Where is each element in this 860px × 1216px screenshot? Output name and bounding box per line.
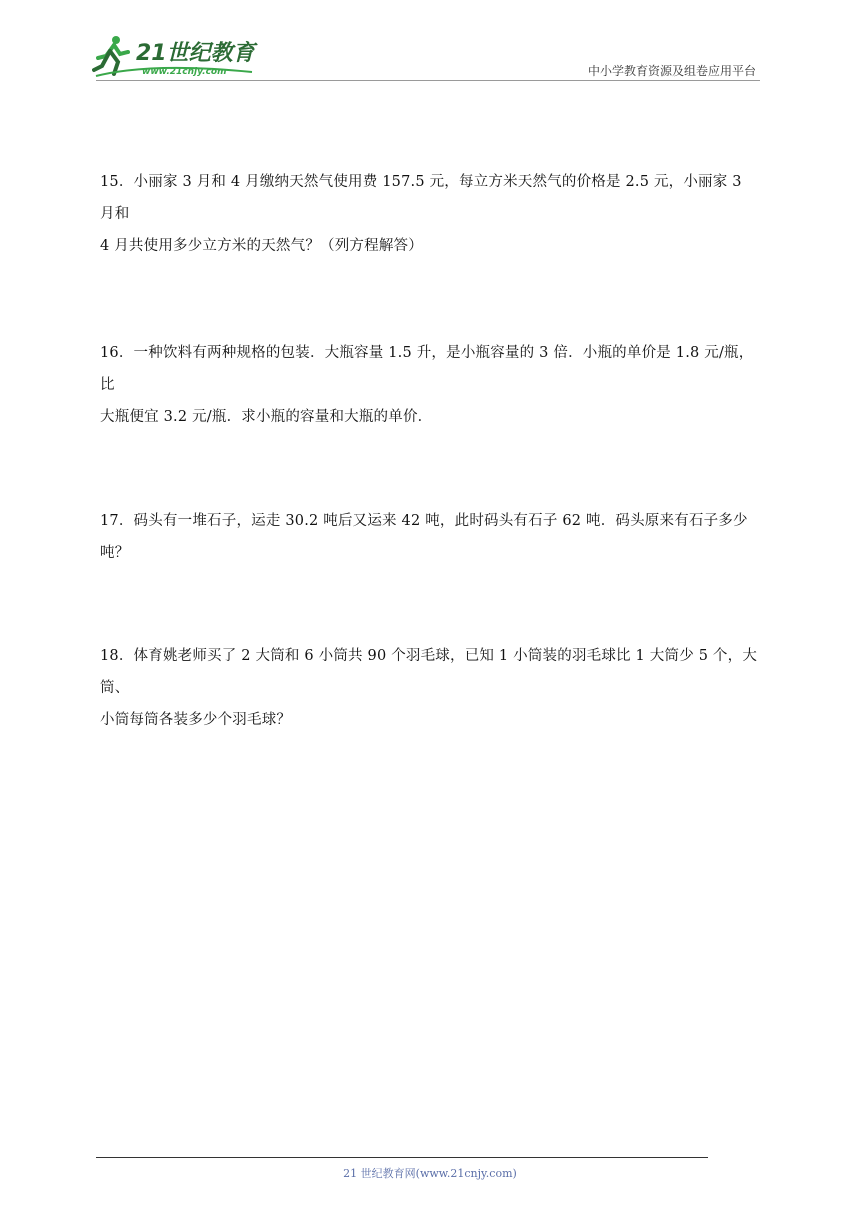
question-15 (100, 166, 760, 262)
question-16 (100, 337, 760, 433)
question-line: 4 月共使用多少立方米的天然气？（列方程解答） (100, 238, 423, 254)
footer-divider (96, 1157, 708, 1158)
page-header (0, 0, 860, 90)
logo-url: www.21cnjy.com (142, 67, 227, 77)
question-17 (100, 505, 760, 569)
question-line: 18．体育姚老师买了 2 大筒和 6 小筒共 90 个羽毛球，已知 1 小筒装的羽毛球比 1 大筒少 5 个，大筒、 (100, 648, 758, 696)
question-18 (100, 640, 760, 736)
logo-text: 21世纪教育 (136, 41, 255, 66)
running-man-logo-icon (92, 32, 272, 80)
question-line: 小筒每筒各装多少个羽毛球？ (100, 712, 292, 728)
question-line: 16．一种饮料有两种规格的包装．大瓶容量 1.5 升，是小瓶容量的 3 倍．小瓶的单价是 1.8 元/瓶，比 (100, 345, 754, 393)
site-logo (92, 32, 272, 80)
footer-site-link[interactable]: 21 世纪教育网(www.21cnjy.com) (343, 1167, 517, 1180)
question-line: 15．小丽家 3 月和 4 月缴纳天然气使用费 157.5 元，每立方米天然气的价格是 2.5 元，小丽家 3 月和 (100, 174, 742, 222)
question-line: 17．码头有一堆石子，运走 30.2 吨后又运来 42 吨，此时码头有石子 62 吨．码头原来有石子多少吨？ (100, 513, 748, 561)
header-divider (96, 80, 760, 81)
question-line: 大瓶便宜 3.2 元/瓶．求小瓶的容量和大瓶的单价． (100, 409, 433, 425)
platform-name: 中小学教育资源及组卷应用平台 (587, 64, 756, 78)
